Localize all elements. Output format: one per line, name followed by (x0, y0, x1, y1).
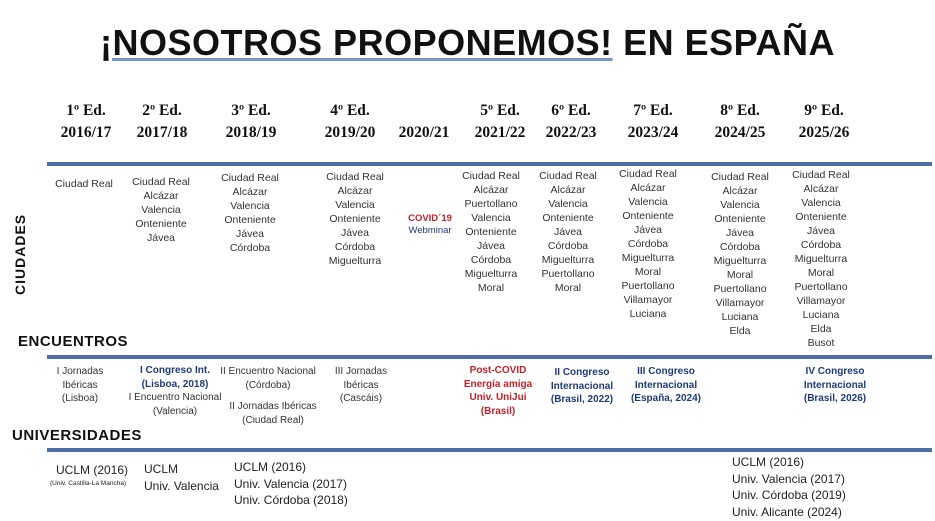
city-item: Valencia (801, 197, 841, 209)
section-label-encuentros: ENCUENTROS (18, 333, 129, 350)
encuentro-line: I Jornadas (56, 366, 104, 377)
city-item: Ciudad Real (326, 171, 384, 183)
university-item: Univ. Valencia (2017) (732, 471, 845, 486)
edition-header-2020: 2020/21 (398, 124, 450, 141)
city-item: Onteniente (714, 213, 766, 225)
encuentro-line: II Encuentro Nacional (220, 366, 316, 377)
city-item: Alcázar (803, 183, 839, 195)
edition-header-3: 3º Ed. 2018/19 (225, 102, 277, 141)
university-item: Univ. Alicante (2024) (732, 504, 842, 519)
encuentro-line: Energía amiga (463, 378, 533, 390)
city-item: Villamayor (796, 295, 846, 307)
section-label-ciudades: CIUDADES (12, 213, 28, 295)
page-title: ¡NOSOTROS PROPONEMOS! EN ESPAÑA (100, 22, 835, 63)
encuentro-7 (622, 365, 710, 406)
edition-header-8: 8º Ed. 2024/25 (714, 102, 766, 141)
encuentro-line: Ibéricas (62, 379, 98, 391)
encuentro-line: I Congreso Int. (140, 365, 210, 376)
encuentro-5 (455, 364, 541, 418)
divider-ciudades (47, 162, 932, 166)
city-item: Puertollano (713, 283, 767, 295)
city-item: Ciudad Real (792, 169, 850, 181)
city-item: Miguelturra (713, 255, 767, 267)
city-item: Villamayor (623, 294, 673, 306)
city-item: Miguelturra (794, 253, 848, 265)
encuentro-4 (320, 365, 402, 406)
city-item: Valencia (720, 199, 760, 211)
city-item: Villamayor (715, 297, 765, 309)
edition-header-1: 1º Ed. 2016/17 (60, 102, 112, 141)
encuentro-line: I Encuentro Nacional (128, 392, 222, 403)
encuentro-line: III Jornadas (334, 366, 388, 377)
universities-col-8 (732, 454, 846, 520)
city-item: Onteniente (135, 218, 187, 230)
encuentro-line: (Lisboa, 2018) (141, 378, 209, 390)
city-item: Ciudad Real (539, 170, 597, 182)
edition-header-9: 9º Ed. 2025/26 (798, 102, 850, 141)
city-item: Onteniente (795, 211, 847, 223)
city-item: Valencia (548, 198, 588, 210)
city-item: Onteniente (329, 213, 381, 225)
universities-col-1 (50, 462, 129, 488)
covid-label: COVID´19 (408, 213, 452, 224)
city-item: Jávea (340, 227, 370, 239)
encuentro-1 (40, 365, 120, 406)
city-item: Moral (807, 267, 835, 279)
city-item: Alcázar (337, 185, 373, 197)
city-item: Jávea (235, 228, 265, 240)
city-item: Moral (726, 269, 754, 281)
encuentro-line: (Brasil, 2022) (550, 394, 614, 405)
city-item: Alcázar (473, 184, 509, 196)
encuentro-line: II Jornadas Ibéricas (229, 401, 317, 412)
cities-col-4 (313, 170, 397, 268)
city-item: Miguelturra (328, 255, 382, 267)
city-item: Córdoba (547, 240, 589, 252)
city-item: Jávea (633, 224, 663, 236)
edition-header-4: 4º Ed. 2019/20 (324, 102, 376, 141)
encuentro-line: Internacional (634, 379, 698, 391)
city-item: Jávea (146, 232, 176, 244)
encuentro-line: (Ciudad Real) (242, 414, 304, 426)
city-item: Ciudad Real (462, 170, 520, 182)
city-item: Puertollano (794, 281, 848, 293)
divider-encuentros (47, 355, 932, 359)
edition-header-2: 2º Ed. 2017/18 (136, 102, 188, 141)
encuentro-line: (Brasil, 2026) (803, 393, 867, 404)
university-item: Univ. Valencia (144, 478, 219, 493)
city-item: Ciudad Real (711, 171, 769, 183)
city-item: Alcázar (232, 186, 268, 198)
encuentro-2a (125, 364, 225, 391)
cities-col-2 (120, 175, 202, 245)
university-note: (Univ. Castilla-La Mancha) (50, 479, 127, 487)
cities-col-3 (209, 171, 291, 255)
edition-header-7: 7º Ed. 2023/24 (627, 102, 679, 141)
webinar-label: Webminar (408, 225, 452, 236)
city-item: Alcázar (630, 182, 666, 194)
divider-universidades (47, 448, 932, 452)
encuentro-line: (Lisboa) (61, 393, 99, 404)
city-item: Córdoba (800, 239, 842, 251)
edition-header-6: 6º Ed. 2022/23 (545, 102, 597, 141)
city-item: Alcázar (722, 185, 758, 197)
universities-col-3 (234, 459, 348, 509)
city-item: Onteniente (465, 226, 517, 238)
city-item: Luciana (721, 311, 759, 323)
encuentro-line: (Cascáis) (339, 393, 383, 404)
encuentro-line: Ibéricas (343, 379, 379, 391)
encuentro-line: Internacional (550, 380, 614, 392)
cities-col-8 (698, 170, 782, 338)
encuentro-line: (Brasil) (480, 405, 516, 417)
city-item: Luciana (629, 308, 667, 320)
encuentro-3b (223, 400, 323, 427)
city-item: Busot (807, 337, 835, 349)
city-item: Puertollano (541, 268, 595, 280)
city-item: Puertollano (621, 280, 675, 292)
city-item: Jávea (476, 240, 506, 252)
covid-webinar (395, 213, 465, 237)
encuentro-line: II Congreso (554, 367, 610, 378)
encuentro-line: (Valencia) (152, 405, 198, 417)
city-item: Onteniente (542, 212, 594, 224)
cities-col-6 (527, 169, 609, 295)
university-item: Univ. Córdoba (2019) (732, 488, 846, 502)
city-item: Elda (729, 325, 751, 337)
city-item: Córdoba (334, 241, 376, 253)
university-item: Univ. Valencia (2017) (234, 476, 347, 491)
city-item: Ciudad Real (221, 172, 279, 184)
cities-col-9 (780, 168, 862, 350)
city-item: Córdoba (470, 254, 512, 266)
edition-header-5: 5º Ed. 2021/22 (474, 102, 526, 141)
encuentro-line: (Córdoba) (245, 379, 291, 391)
city-item: Córdoba (229, 242, 271, 254)
city-item: Valencia (628, 196, 668, 208)
section-label-universidades: UNIVERSIDADES (12, 427, 142, 444)
city-item: Jávea (553, 226, 583, 238)
city-item: Miguelturra (464, 268, 518, 280)
encuentro-line: Post-COVID (469, 365, 527, 376)
city-item: Ciudad Real (619, 168, 677, 180)
universities-col-2 (144, 461, 219, 494)
cities-col-1 (44, 177, 124, 191)
city-item: Córdoba (627, 238, 669, 250)
city-item: Onteniente (622, 210, 674, 222)
encuentro-line: III Congreso (637, 366, 695, 377)
city-item: Alcázar (143, 190, 179, 202)
city-item: Luciana (802, 309, 840, 321)
university-item: UCLM (2016) (732, 455, 805, 469)
city-item: Valencia (230, 200, 270, 212)
university-item: UCLM (144, 462, 179, 476)
encuentro-line: IV Congreso (805, 366, 865, 377)
city-item: Moral (634, 266, 662, 278)
encuentro-line: (España, 2024) (630, 393, 702, 404)
encuentro-9 (790, 365, 880, 406)
encuentro-3a (213, 365, 323, 392)
encuentro-2b (120, 391, 230, 418)
encuentro-6 (539, 366, 625, 407)
university-item: UCLM (2016) (56, 463, 129, 477)
university-item: UCLM (2016) (234, 460, 307, 474)
city-item: Jávea (806, 225, 836, 237)
city-item: Miguelturra (621, 252, 675, 264)
encuentro-line: Internacional (803, 379, 867, 391)
city-item: Jávea (725, 227, 755, 239)
city-item: Moral (477, 282, 505, 294)
encuentro-line: Univ. UniJui (469, 392, 527, 403)
cities-col-7 (607, 167, 689, 321)
city-item: Ciudad Real (132, 176, 190, 188)
city-item: Córdoba (719, 241, 761, 253)
city-item: Elda (810, 323, 832, 335)
university-item: Univ. Córdoba (2018) (234, 493, 348, 507)
city-item: Puertollano (464, 198, 518, 210)
city-item: Alcázar (550, 184, 586, 196)
city-item: Valencia (471, 212, 511, 224)
city-item: Valencia (141, 204, 181, 216)
city-item: Ciudad Real (55, 178, 113, 190)
city-item: Valencia (335, 199, 375, 211)
city-item: Miguelturra (541, 254, 595, 266)
city-item: Onteniente (224, 214, 276, 226)
city-item: Moral (554, 282, 582, 294)
